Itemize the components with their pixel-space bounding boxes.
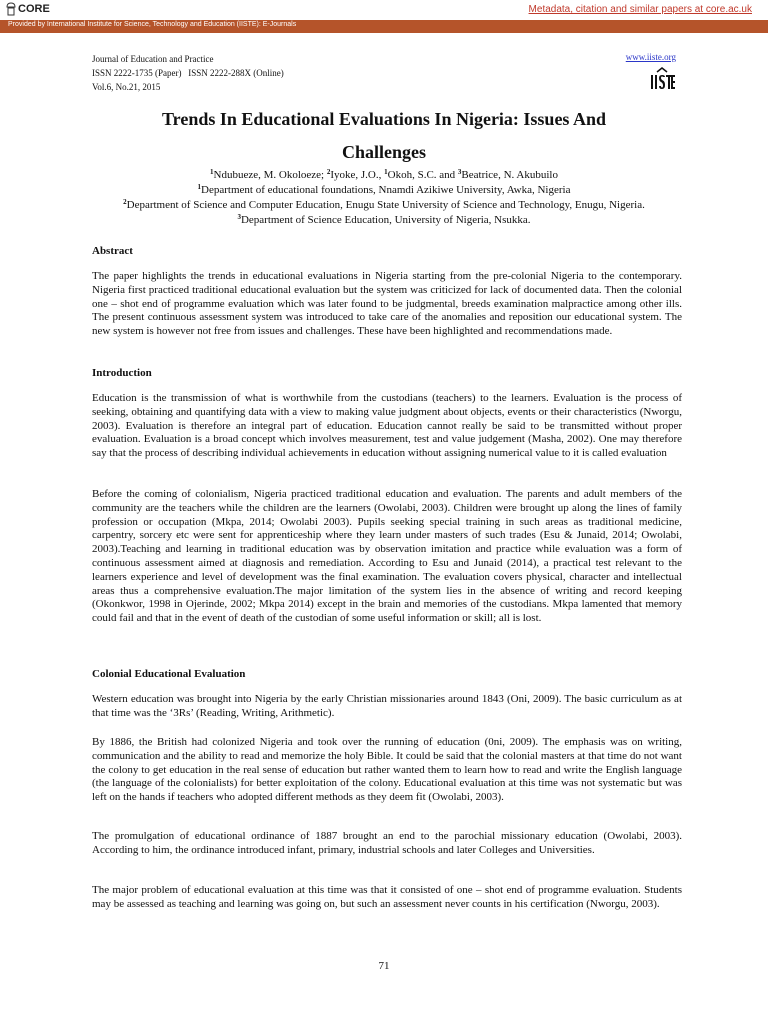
author-marker: 1 xyxy=(384,168,388,176)
introduction-heading: Introduction xyxy=(92,367,152,379)
colonial-heading: Colonial Educational Evaluation xyxy=(92,668,246,680)
author-marker: 2 xyxy=(326,168,331,176)
core-logo[interactable] xyxy=(6,2,50,16)
provided-by-text: Provided by International Institute for Science, Technology and Education (IISTE): E-Journals xyxy=(8,21,297,28)
colonial-paragraph-3: The promulgation of educational ordinance of 1887 brought an end to the parochial missionary education (Owolabi, 2003). According to him, the ordinance introduced infant, primary, industrial schools and later Colleges and Universities. xyxy=(92,830,682,856)
author-name: Okoh, S.C. and xyxy=(387,169,458,181)
intro-paragraph-1: Education is the transmission of what is worthwhile from the custodians (teachers) to the learners. Evaluation is the process of seeking, obtaining and quantifying data with a view to making value judgment about objects, events or their characteristics (Nworgu, 2003). Evaluation is therefore an integral part of education. Education cannot really be said to be transmitted without proper evaluation. Evaluation is a broad concept which involves measurement, test and value judgement (Masha, 2002). One may therefore say that the process of describing individual achievements in education without assigning numerical value to it is called evaluation xyxy=(92,392,682,460)
journal-url-link[interactable]: www.iiste.org xyxy=(625,52,676,62)
iiste-logo-icon xyxy=(648,66,676,92)
author-list xyxy=(92,168,676,183)
author-name: Beatrice, N. Akubuilo xyxy=(461,169,558,181)
affiliation xyxy=(92,198,676,213)
colonial-paragraph-4: The major problem of educational evaluation at this time was that it consisted of one – shot end of programme evaluation. Students may be assessed as teaching and learning was going on, but such an assessment never counts in his certification (Nworgu, 2003). xyxy=(92,884,682,910)
author-marker: 3 xyxy=(457,168,462,176)
journal-info xyxy=(92,52,284,94)
core-header-bar xyxy=(0,0,768,20)
colonial-paragraph-2: By 1886, the British had colonized Nigeria and took over the running of education (0ni, 2009). The emphasis was on writing, communication and the ability to read and memorize the holy Bible. It could be said that the colonial masters at that time do not want the colony to get education in the real sense of education but rather wanted them to learn how to read and write the English language (the language of the colonialists) for better exploitation of the colony. Educational evaluation at this time was not systematic but was left on the hands if teachers who adopted different methods as they deem fit (Owolabi, 2003). xyxy=(92,736,682,804)
author-name: Iyoke, J.O., xyxy=(330,169,385,181)
metadata-link[interactable]: Metadata, citation and similar papers at core.ac.uk xyxy=(528,4,752,15)
affiliation xyxy=(92,183,676,198)
core-logo-icon xyxy=(6,2,16,16)
intro-paragraph-2: Before the coming of colonialism, Nigeria practiced traditional education and evaluation. The parents and adult members of the community are the teachers while the children are the learners (Owolabi, 2003). Children were brought up along the lines of family profession or occupation (Mkpa, 2014; Owolabi 2003). Pupils seeking special training in such areas as traditional medicine, carpentry, sorcery etc were sent for apprenticeship where they learn under masters of such trades (Esu & Junaid, 2014; Owolabi, 2003).Teaching and learning in traditional education was by observation imitation and practice while evaluation was a form of continuous assessment aimed at diagnosis and remediation. According to Esu and Junaid (2014), a practical test relevant to the learners experience and level of development was the final examination. The evaluation covers physical, character and intellectual areas thus a comprehensive evaluation.The major limitation of the system lies in the absence of writing and record keeping (Okonkwor, 1998 in Ojerinde, 2002; Mkpa 2014) except in the brain and memories of the custodians. Mkpa lamented that memory could fail and that in the event of death of the custodian of some useful information or skill; all is lost. xyxy=(92,488,682,625)
affiliation-marker: 2 xyxy=(123,198,127,206)
affiliation xyxy=(92,213,676,228)
affiliation-text: Department of educational foundations, Nnamdi Azikiwe University, Awka, Nigeria xyxy=(201,184,571,196)
article-title-line2: Challenges xyxy=(341,142,426,162)
author-name: Ndubueze, M. Okoloeze; xyxy=(213,169,327,181)
author-marker: 1 xyxy=(210,168,214,176)
affiliation-text: Department of Science and Computer Education, Enugu State University of Science and Technology, Enugu, Nigeria. xyxy=(126,199,645,211)
abstract-paragraph: The paper highlights the trends in educational evaluations in Nigeria starting from the pre-colonial Nigeria to the contemporary. Nigeria first practiced traditional educational evaluation but the system was criticized for lack of documented data. Then the colonial one – shot end of programme evaluation which was later found to be judgmental, breeds examination malpractice among other ills. The present continuous assessment system was introduced to take care of the anomalies and reposition our educational system. The new system is however not free from issues and challenges. These have been highlighted and recommendations made. xyxy=(92,270,682,338)
core-brand: CORE xyxy=(18,3,50,15)
page-number: 71 xyxy=(378,960,390,972)
article-title-line1: Trends In Educational Evaluations In Nigeria: Issues And xyxy=(162,109,606,129)
abstract-heading: Abstract xyxy=(92,245,133,257)
affiliation-text: Department of Science Education, University of Nigeria, Nsukka. xyxy=(240,214,531,226)
journal-name: Journal of Education and Practice xyxy=(92,54,214,64)
colonial-paragraph-1: Western education was brought into Nigeria by the early Christian missionaries around 1843 (Oni, 2009). The basic curriculum as at that time was the ‘3Rs’ (Reading, Writing, Arithmetic). xyxy=(92,693,682,719)
journal-issn: ISSN 2222-1735 (Paper) ISSN 2222-288X (Online) xyxy=(92,68,284,78)
affiliation-marker: 1 xyxy=(197,183,202,191)
affiliation-marker: 3 xyxy=(237,213,241,221)
author-block xyxy=(92,168,676,228)
provided-by-bar xyxy=(0,20,768,33)
journal-volume: Vol.6, No.21, 2015 xyxy=(92,82,161,92)
